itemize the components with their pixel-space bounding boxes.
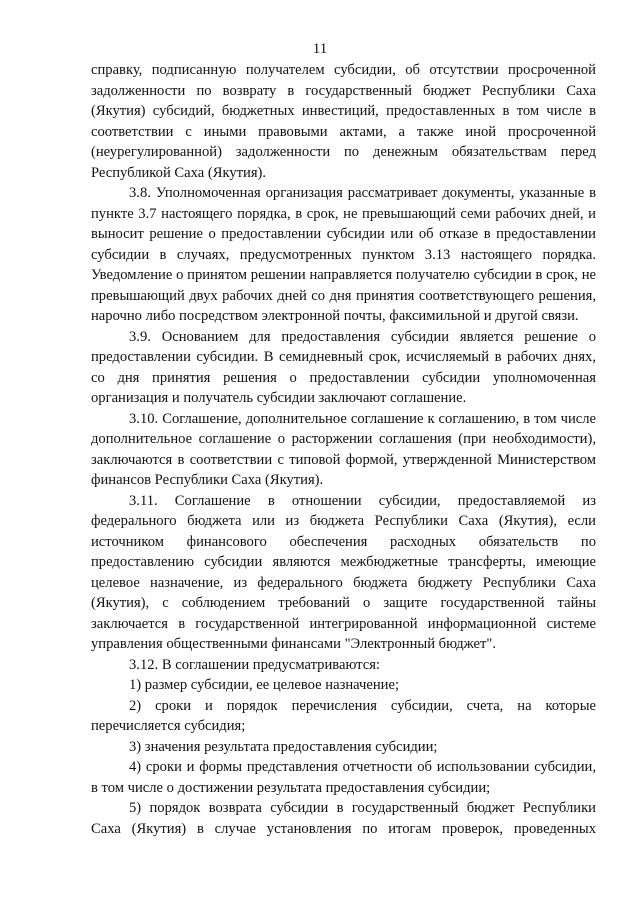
list-item-5: 5) порядок возврата субсидии в государственный бюджет Республики Саха (Якутия) в случае установления по итогам проверок, проведенных <box>91 800 596 837</box>
list-item-2: 2) сроки и порядок перечисления субсидии, счета, на которые перечисляется субсидия; <box>91 697 596 734</box>
paragraph-3-8: 3.8. Уполномоченная организация рассматривает документы, указанные в пункте 3.7 настоящего порядка, в срок, не превышающий семи рабочих дней, и выносит решение о предоставлении субсидии или об отказе в предоставлении субсидии в случаях, предусмотренных пунктом 3.13 настоящего порядка. Уведомление о принятом решении направляется получателю субсидии в срок, не превышающий двух рабочих дней со дня принятия соответствующего решения, нарочно либо посредством электронной почты, факсимильной и другой связи. <box>91 185 596 324</box>
list-item-1: 1) размер субсидии, ее целевое назначение; <box>129 677 400 693</box>
list-item-4: 4) сроки и формы представления отчетности об использовании субсидии, в том числе о достижении результата предоставления субсидии; <box>91 759 596 796</box>
paragraph-3-12: 3.12. В соглашении предусматриваются: <box>129 656 380 673</box>
list-item-3: 3) значения результата предоставления субсидии; <box>129 738 438 755</box>
paragraph-3-11: 3.11. Соглашение в отношении субсидии, предоставляемой из федерального бюджета или из бюджета Республики Саха (Якутия), если источником финансового обеспечения расходных обязательств по предоставлению субсидии являются межбюджетные трансферты, имеющие целевое назначение, из федерального бюджета бюджету Республики Саха (Якутия), с соблюдением требований о защите государственной тайны заключается в государственной интегрированной информационной системе управления общественными финансами "Электронный бюджет". <box>91 492 596 652</box>
paragraph-continuation: справку, подписанную получателем субсидии, об отсутствии просроченной задолженности по возврату в государственный бюджет Республики Саха (Якутия) субсидий, бюджетных инвестиций, предоставленных в том числе в соответствии с иными правовыми актами, а также иной просроченной (неурегулированной) задолженности по денежным обязательствам перед Республикой Саха (Якутия). <box>91 62 596 181</box>
paragraph-3-9: 3.9. Основанием для предоставления субсидии является решение о предоставлении субсидии. В семидневный срок, исчисляемый в рабочих днях, со дня принятия решения о предоставлении субсидии уполномоченная организация и получатель субсидии заключают соглашение. <box>91 328 596 406</box>
paragraph-3-10: 3.10. Соглашение, дополнительное соглашение к соглашению, в том числе дополнительное соглашение о расторжении соглашения (при необходимости), заключаются в соответствии с типовой формой, утвержденной Министерством финансов Республики Саха (Якутия). <box>91 410 596 488</box>
document-body <box>91 60 596 839</box>
page-number: 11 <box>312 41 328 57</box>
